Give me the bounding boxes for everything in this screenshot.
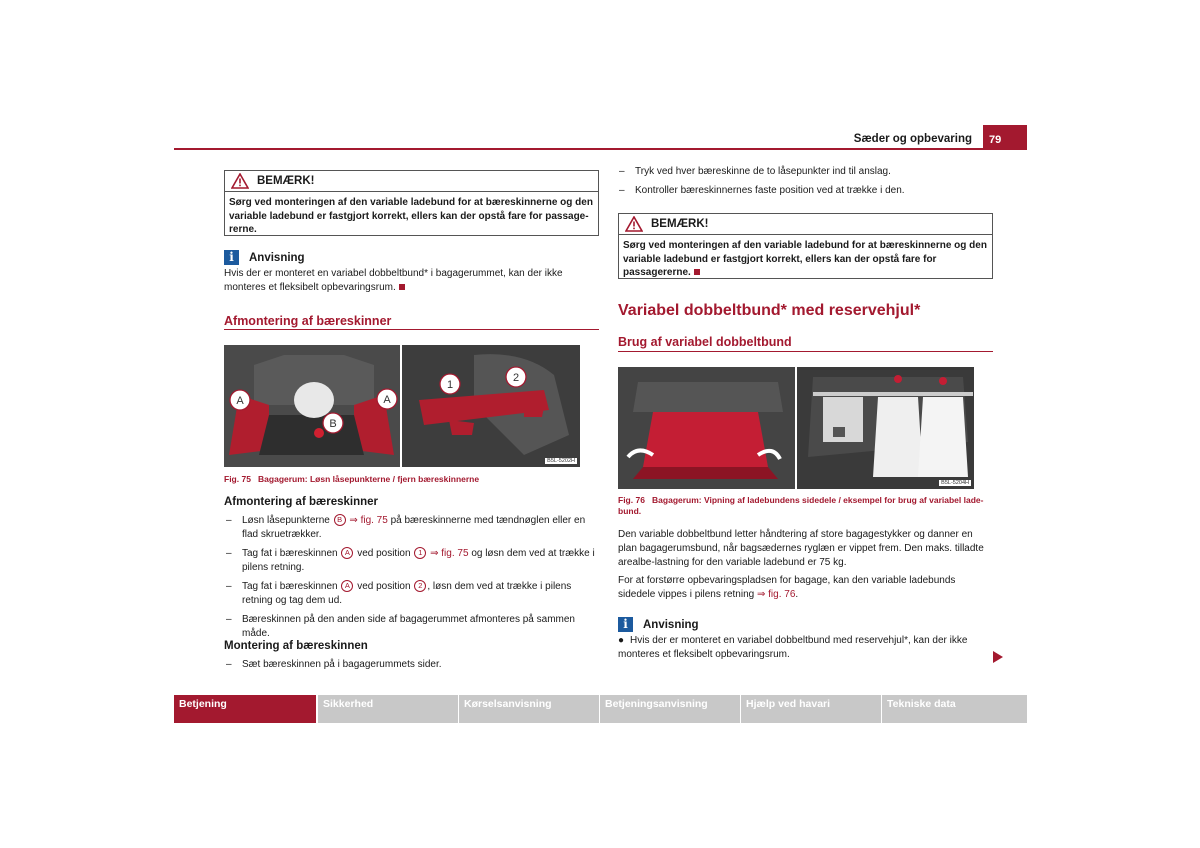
- paragraph-2: For at forstørre opbevaringspladsen for bagage, kan den variable ladebunds sidedele vippes i pilens retning ⇒ fig. 76.: [618, 575, 956, 600]
- footer-tab-hjaelp[interactable]: Hjælp ved havari: [741, 695, 881, 723]
- info-icon: i: [224, 250, 239, 265]
- list-item: – Tryk ved hver bæreskinne de to låsepunkter ind til anslag.: [619, 166, 891, 177]
- fig-link[interactable]: ⇒ fig. 75: [349, 515, 388, 526]
- info-note-left: [224, 250, 599, 295]
- steps-list-right: [619, 165, 992, 198]
- callout-1: 1: [414, 547, 426, 559]
- figure-76-caption: [618, 495, 993, 517]
- section-title-right: Brug af variabel dobbeltbund: [618, 335, 792, 349]
- info-body: Hvis der er monteret en variabel dobbeltbund* i bagagerummet, kan der ikke monteres et fleksibelt opbevaringsrum.: [224, 268, 563, 293]
- steps-list-left: [226, 514, 599, 641]
- list-item: – Tag fat i bæreskinnen A ved position 2 , løsn dem ved at trække i pilens retning og tag dem ud.: [226, 581, 572, 606]
- list-item: – Tag fat i bæreskinnen A ved position 1 ⇒ fig. 75 og løsn dem ved at trække i pilens retning.: [226, 548, 595, 573]
- warning-header: [619, 214, 992, 235]
- footer-tab-sikkerhed[interactable]: Sikkerhed: [318, 695, 458, 723]
- list-item: – Sæt bæreskinnen på i bagagerummets sider.: [226, 659, 442, 670]
- info-title: Anvisning: [249, 251, 305, 264]
- figure-76-illustration: [618, 367, 974, 489]
- subheading-montering: Montering af bæreskinnen: [224, 640, 368, 652]
- callout-a: A: [341, 580, 353, 592]
- header-rule: [174, 148, 1027, 150]
- list-item: – Kontroller bæreskinnernes faste position ved at trække i den.: [619, 185, 905, 196]
- figure-76: [618, 367, 974, 489]
- footer-tab-tekniske-data[interactable]: Tekniske data: [882, 695, 1027, 723]
- callout-b: B: [334, 514, 346, 526]
- paragraph-1: Den variable dobbeltbund letter håndtering af store bagagestykker og danner en plan bagagerumsbund, når bagsædernes ryglæn er vippet frem. Den maks. tilladte arealbe-lastning for den variable ladebund er 75 kg.: [618, 529, 984, 568]
- svg-text:B: B: [329, 418, 337, 430]
- running-header-title: Sæder og opbevaring: [853, 133, 972, 145]
- continue-arrow-icon: [993, 651, 1003, 663]
- warning-body: Sørg ved monteringen af den variable ladebund for at bæreskinnerne og den variable ladebund er fastgjort korrekt, ellers kan der opstå fare for passagererne.: [623, 240, 987, 278]
- warning-body: Sørg ved monteringen af den variable ladebund for at bæreskinnerne og den variable ladebund er fastgjort korrekt, ellers kan der opstå fare for passage-rerne.: [229, 197, 593, 235]
- warning-box-left: [224, 170, 599, 236]
- fig-link[interactable]: ⇒ fig. 76: [756, 589, 796, 600]
- callout-a: A: [341, 547, 353, 559]
- figure-75: [224, 345, 580, 467]
- svg-text:1: 1: [446, 379, 454, 391]
- figure-code: B5L-5204H: [941, 480, 969, 486]
- subheading-afmontering: Afmontering af bæreskinner: [224, 496, 378, 508]
- caption-label: Fig. 76: [618, 495, 645, 505]
- list-item: – Bæreskinnen på den anden side af bagagerummet afmonteres på sammen måde.: [226, 614, 575, 639]
- footer-tab-betjeningsanvisning[interactable]: Betjeningsanvisning: [600, 695, 740, 723]
- fig-link[interactable]: ⇒ fig. 75: [430, 548, 469, 559]
- end-marker-icon: [694, 269, 700, 275]
- info-title: Anvisning: [643, 618, 699, 631]
- section-rule-right: [618, 351, 993, 352]
- svg-text:2: 2: [512, 372, 520, 384]
- warning-title: BEMÆRK!: [651, 218, 709, 230]
- figure-75-illustration: [224, 345, 580, 467]
- info-body: Hvis der er monteret en variabel dobbeltbund med reservehjul*, kan der ikke monteres et fleksibelt opbevaringsrum.: [618, 635, 968, 660]
- caption-label: Fig. 75: [224, 474, 251, 484]
- footer-tab-betjening[interactable]: Betjening: [174, 695, 316, 723]
- section-title-left: Afmontering af bæreskinner: [224, 314, 392, 328]
- list-item: – Løsn låsepunkterne B ⇒ fig. 75 på bæreskinnerne med tændnøglen eller en flad skruetrækker.: [226, 515, 586, 540]
- caption-text: Bagagerum: Vipning af ladebundens sidedele / eksempel for brug af variabel lade-bund.: [618, 495, 984, 516]
- callout-2: 2: [414, 580, 426, 592]
- warning-triangle-icon: [625, 216, 643, 232]
- caption-text: Bagagerum: Løsn låsepunkterne / fjern bæreskinnerne: [258, 474, 480, 484]
- warning-title: BEMÆRK!: [257, 175, 315, 187]
- info-note-right: [618, 617, 993, 662]
- page-number: 79: [983, 125, 1027, 149]
- svg-text:A: A: [383, 394, 391, 406]
- warning-box-right: [618, 213, 993, 279]
- warning-triangle-icon: [231, 173, 249, 189]
- end-marker-icon: [399, 284, 405, 290]
- footer-tab-korselsanvisning[interactable]: Kørselsanvisning: [459, 695, 599, 723]
- bullet-item: ● Hvis der er monteret en variabel dobbeltbund med reservehjul*, kan der ikke monteres et fleksibelt opbevaringsrum.: [618, 635, 968, 660]
- figure-75-caption: [224, 474, 479, 485]
- big-section-title: Variabel dobbeltbund* med reservehjul*: [618, 302, 921, 319]
- figure-code: B5L-5202H: [547, 458, 575, 464]
- section-rule-left: [224, 329, 599, 330]
- warning-header: [225, 171, 598, 192]
- svg-text:A: A: [236, 395, 244, 407]
- info-icon: i: [618, 617, 633, 632]
